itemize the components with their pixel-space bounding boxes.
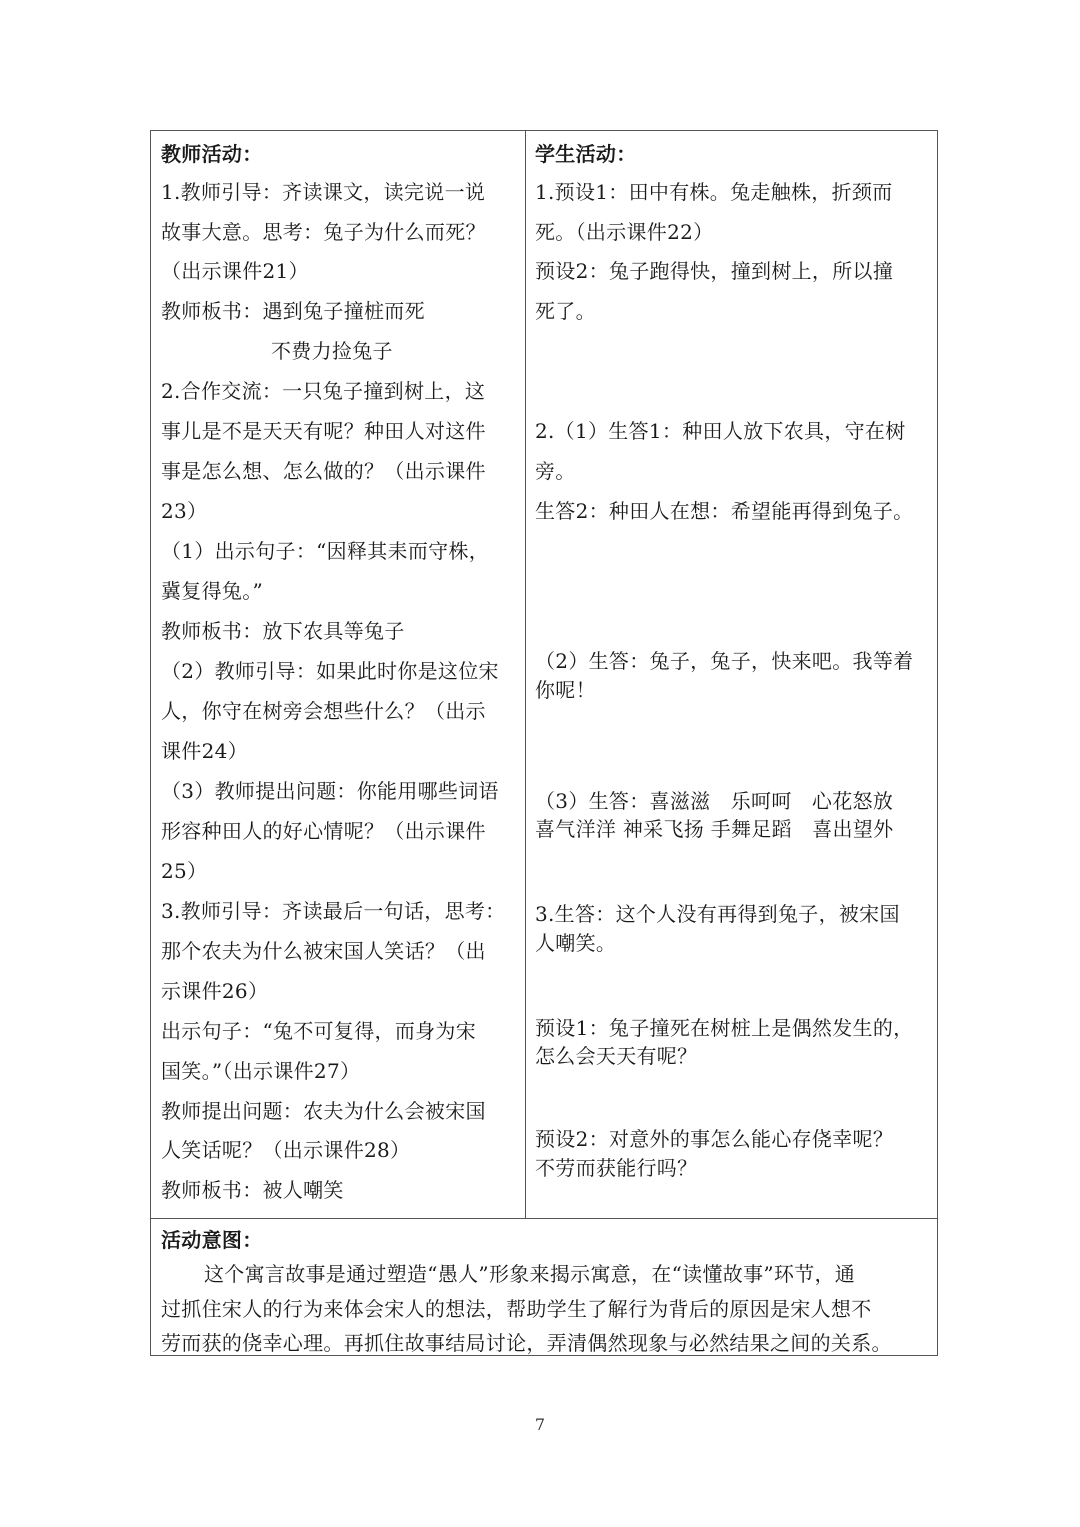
teacher-line: （2）教师引导：如果此时你是这位宋 [161, 659, 499, 683]
intent-line: 这个寓言故事是通过塑造“愚人”形象来揭示寓意，在“读懂故事”环节，通 [204, 1262, 856, 1286]
student-line: 死了。 [535, 299, 596, 323]
student-line: （2）生答：兔子，兔子，快来吧。我等着 [535, 649, 914, 673]
teacher-line: 2.合作交流：一只兔子撞到树上，这 [161, 379, 486, 403]
lesson-table [150, 130, 938, 1356]
student-line: 怎么会天天有呢？ [535, 1044, 698, 1068]
teacher-line: 教师板书：遇到兔子撞桩而死 [161, 299, 425, 323]
student-line: 预设2：对意外的事怎么能心存侥幸呢？ [535, 1127, 894, 1151]
teacher-line: 那个农夫为什么被宋国人笑话？（出 [161, 939, 486, 963]
student-line: 你呢！ [535, 678, 596, 702]
intent-line: 劳而获的侥幸心理。再抓住故事结局讨论，弄清偶然现象与必然结果之间的关系。 [161, 1331, 892, 1355]
teacher-line: 课件24） [161, 739, 248, 763]
teacher-line: （1）出示句子：“因释其耒而守株， [161, 539, 490, 563]
student-line: （3）生答：喜滋滋 乐呵呵 心花怒放 [535, 789, 894, 813]
teacher-line: 示课件26） [161, 979, 269, 1003]
teacher-line: 教师板书：放下农具等兔子 [161, 619, 405, 643]
student-line: 预设2：兔子跑得快，撞到树上，所以撞 [535, 259, 894, 283]
teacher-line: （3）教师提出问题：你能用哪些词语 [161, 779, 499, 803]
teacher-line: 教师提出问题：农夫为什么会被宋国 [161, 1099, 486, 1123]
teacher-line: 故事大意。思考：兔子为什么而死？ [161, 220, 486, 244]
teacher-line: 事是怎么想、怎么做的？（出示课件 [161, 459, 486, 483]
student-line: 1.预设1：田中有株。兔走触株，折颈而 [535, 180, 893, 204]
teacher-line: 25） [161, 859, 208, 883]
student-line: 预设1：兔子撞死在树桩上是偶然发生的， [535, 1016, 914, 1040]
student-activity-column [526, 131, 937, 1218]
teacher-line: 冀复得兔。” [161, 579, 264, 603]
teacher-activity-heading: 教师活动： [161, 142, 263, 166]
teacher-line: 教师板书：被人嘲笑 [161, 1178, 344, 1202]
student-line: 死。（出示课件22） [535, 220, 714, 244]
teacher-line: 人，你守在树旁会想些什么？（出示 [161, 699, 486, 723]
student-line: 人嘲笑。 [535, 931, 617, 955]
teacher-line: 国笑。”（出示课件27） [161, 1059, 361, 1083]
teacher-line: 事儿是不是天天有呢？种田人对这件 [161, 419, 486, 443]
teacher-line: （出示课件21） [161, 259, 309, 283]
activity-intent-section [151, 1218, 937, 1356]
student-line: 生答2：种田人在想：希望能再得到兔子。 [535, 499, 914, 523]
page-number: 7 [534, 1415, 546, 1434]
student-activity-heading: 学生活动： [535, 142, 637, 166]
activity-intent-heading: 活动意图： [161, 1228, 263, 1252]
student-line: 3.生答：这个人没有再得到兔子，被宋国 [535, 902, 900, 926]
teacher-activity-column [151, 131, 526, 1218]
student-line: 不劳而获能行吗？ [535, 1156, 698, 1180]
teacher-line: 1.教师引导：齐读课文，读完说一说 [161, 180, 486, 204]
student-line: 旁。 [535, 459, 576, 483]
teacher-line: 3.教师引导：齐读最后一句话，思考： [161, 899, 506, 923]
teacher-line: 形容种田人的好心情呢？（出示课件 [161, 819, 486, 843]
teacher-line: 23） [161, 499, 208, 523]
teacher-line: 人笑话呢？（出示课件28） [161, 1138, 411, 1162]
student-line: 喜气洋洋 神采飞扬 手舞足蹈 喜出望外 [535, 817, 894, 841]
intent-line: 过抓住宋人的行为来体会宋人的想法，帮助学生了解行为背后的原因是宋人想不 [161, 1297, 872, 1321]
teacher-line: 出示句子：“兔不可复得，而身为宋 [161, 1019, 477, 1043]
teacher-line: 不费力捡兔子 [271, 339, 393, 363]
student-line: 2.（1）生答1：种田人放下农具，守在树 [535, 419, 906, 443]
